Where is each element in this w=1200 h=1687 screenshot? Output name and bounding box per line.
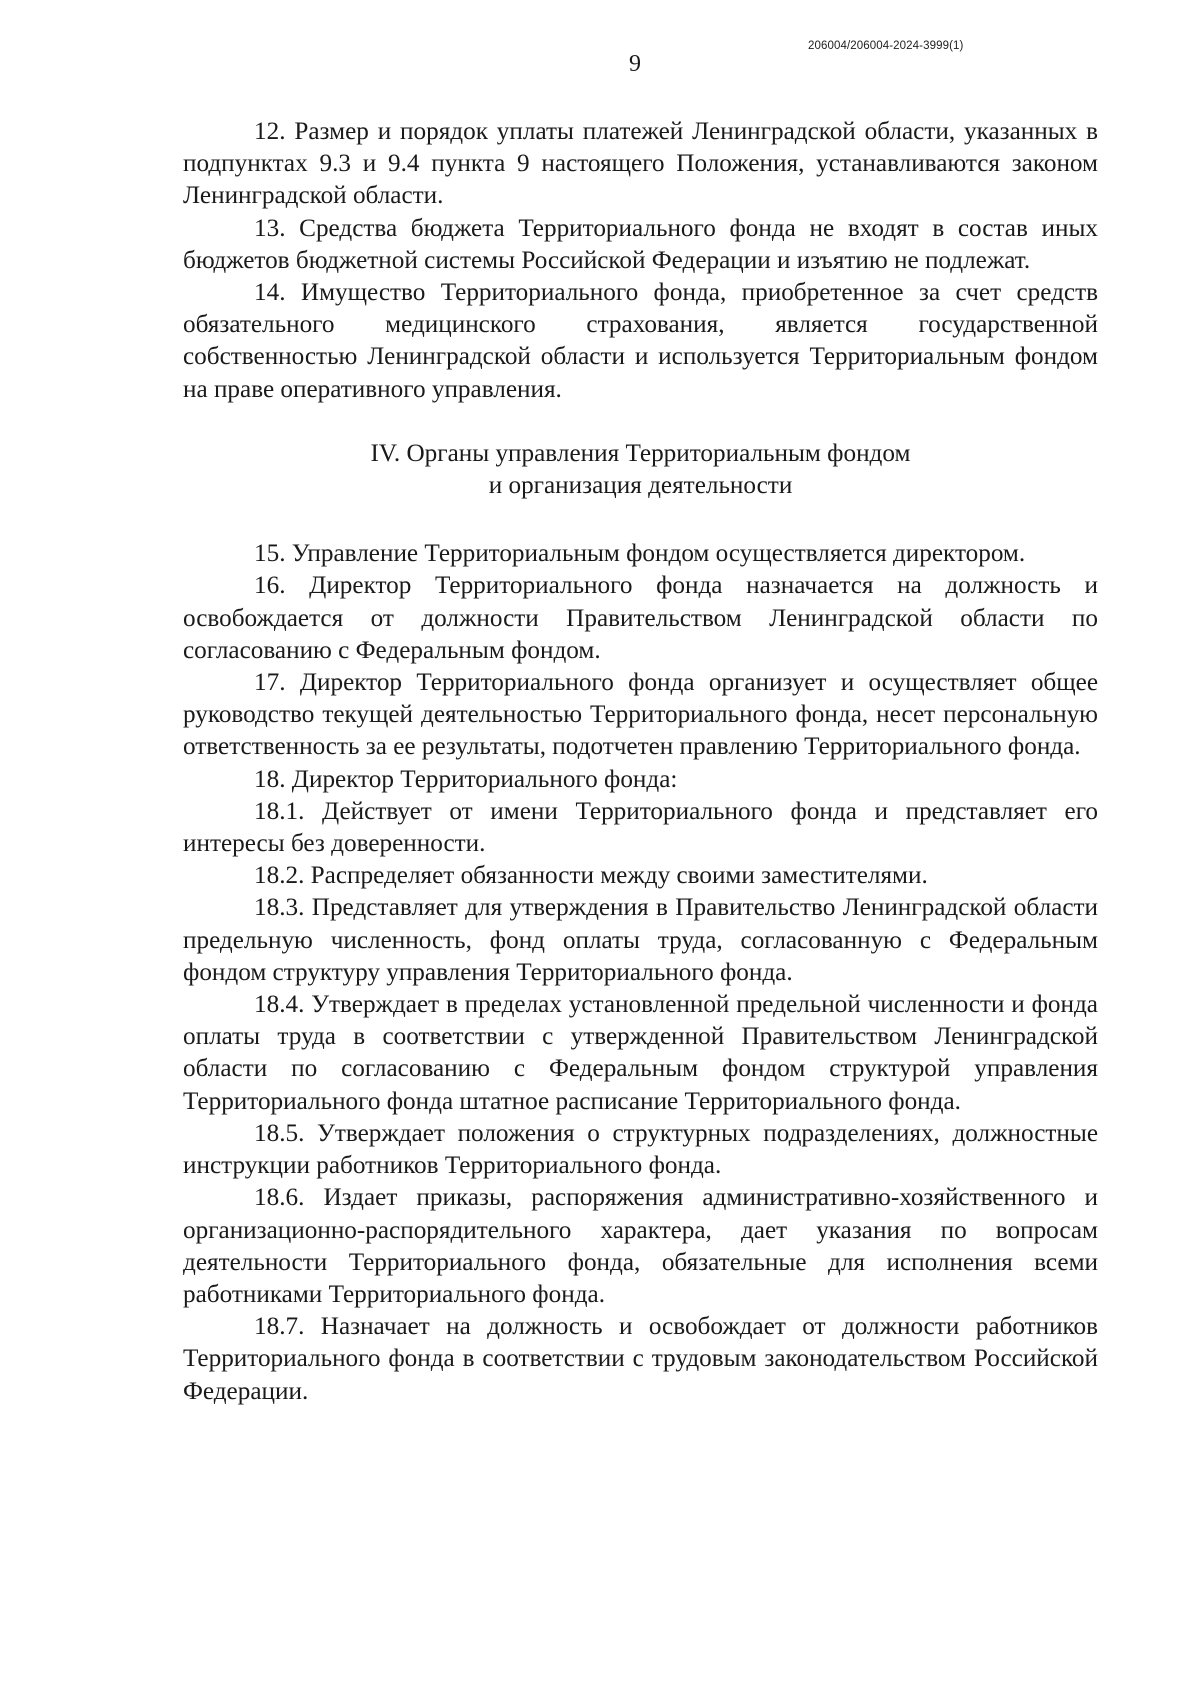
section-heading-line1: IV. Органы управления Территориальным фондом	[370, 439, 911, 467]
document-body	[183, 116, 1098, 1408]
paragraph-18: 18. Директор Территориального фонда:	[254, 765, 678, 793]
paragraph-14: 14. Имущество Территориального фонда, приобретенное за счет средств обязательного медицинского страхования, является государственной собственностью Ленинградской области и используется Территориальным фондом на праве оперативного управления.	[183, 279, 1098, 403]
paragraph-18-4: 18.4. Утверждает в пределах установленной предельной численности и фонда оплаты труда в соответствии с утвержденной Правительством Ленинградской области по согласованию с Федеральным фондом структурой управления Территориального фонда штатное расписание Территориального фонда.	[183, 991, 1098, 1115]
paragraph-18-2: 18.2. Распределяет обязанности между своими заместителями.	[254, 862, 928, 890]
section-heading	[183, 438, 1098, 502]
paragraph-16: 16. Директор Территориального фонда назначается на должность и освобождается от должности Правительством Ленинградской области по согласованию с Федеральным фондом.	[183, 572, 1098, 664]
paragraph-17: 17. Директор Территориального фонда организует и осуществляет общее руководство текущей деятельностью Территориального фонда, несет персональную ответственность за ее результаты, подотчетен правлению Территориального фонда.	[183, 669, 1098, 761]
document-id: 206004/206004-2024-3999(1)	[808, 40, 964, 52]
paragraph-15: 15. Управление Территориальным фондом осуществляется директором.	[254, 540, 1026, 568]
paragraph-18-6: 18.6. Издает приказы, распоряжения административно-хозяйственного и организационно-распорядительного характера, дает указания по вопросам деятельности Территориального фонда, обязательные для исполнения всеми работниками Территориального фонда.	[183, 1184, 1098, 1308]
paragraph-18-3: 18.3. Представляет для утверждения в Правительство Ленинградской области предельную численность, фонд оплаты труда, согласованную с Федеральным фондом структуру управления Территориального фонда.	[183, 894, 1098, 986]
paragraph-12: 12. Размер и порядок уплаты платежей Ленинградской области, указанных в подпунктах 9.3 и 9.4 пункта 9 настоящего Положения, устанавливаются законом Ленинградской области.	[183, 118, 1098, 210]
paragraph-13: 13. Средства бюджета Территориального фонда не входят в состав иных бюджетов бюджетной системы Российской Федерации и изъятию не подлежат.	[183, 214, 1098, 274]
paragraph-18-7: 18.7. Назначает на должность и освобождает от должности работников Территориального фонда в соответствии с трудовым законодательством Российской Федерации.	[183, 1313, 1098, 1405]
paragraph-18-1: 18.1. Действует от имени Территориального фонда и представляет его интересы без доверенности.	[183, 797, 1098, 858]
page-number: 9	[629, 51, 641, 77]
paragraph-18-5: 18.5. Утверждает положения о структурных подразделениях, должностные инструкции работников Территориального фонда.	[183, 1119, 1098, 1180]
section-heading-line2: и организация деятельности	[488, 472, 793, 500]
